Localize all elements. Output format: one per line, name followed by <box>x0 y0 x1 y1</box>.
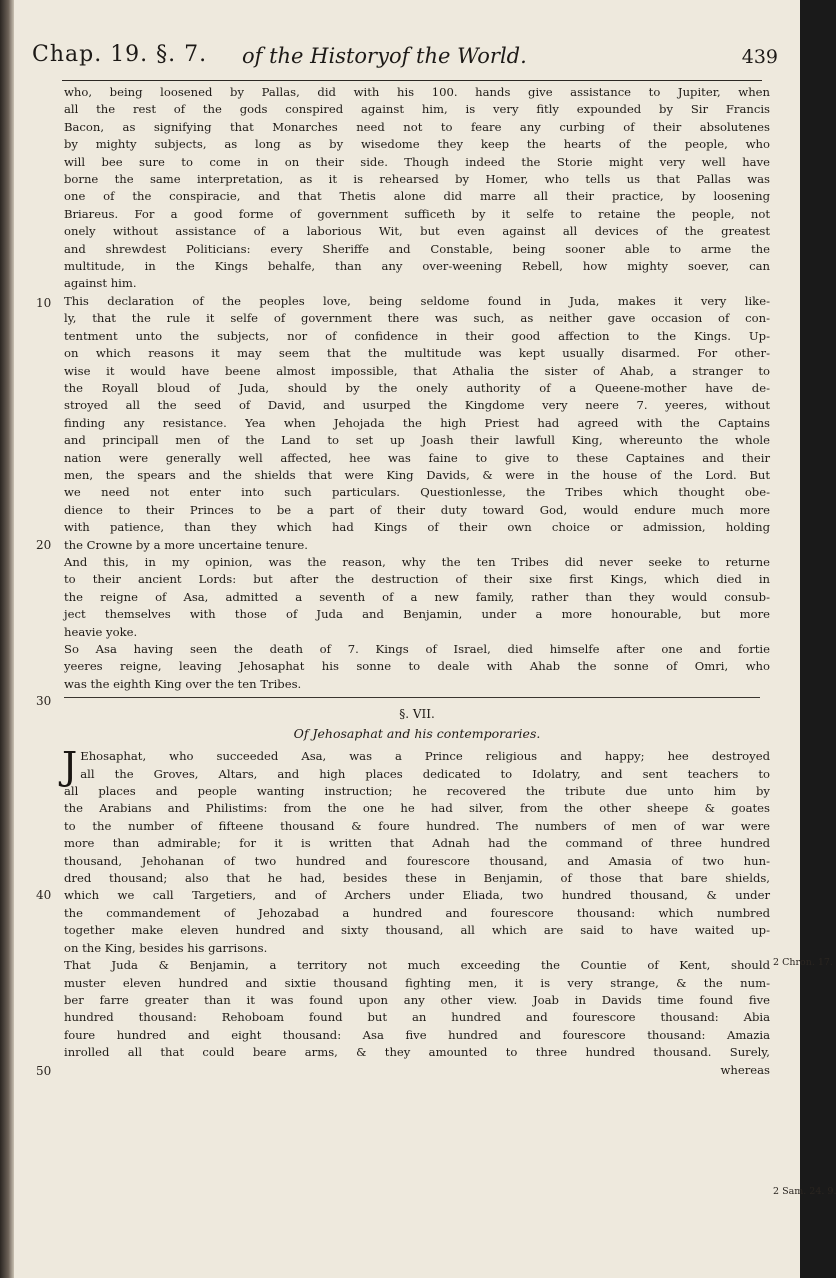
text-line: to their ancient Lords: but after the destruction of their sixe first Kings, which died in <box>64 572 770 587</box>
text-line: more than admirable; for it is written that Adnah had the command of three hundred <box>64 836 770 851</box>
paragraph-6 <box>64 957 770 1079</box>
line-number: 20 <box>36 538 52 552</box>
text-line: stroyed all the seed of David, and usurped the Kingdome very neere 7. yeeres, without <box>64 398 770 413</box>
text-line: the Crowne by a more uncertaine tenure. <box>64 537 308 552</box>
text-line: which we call Targetiers, and of Archers under Eliada, two hundred thousand, & under <box>64 888 770 903</box>
text-line: heavie yoke. <box>64 624 138 639</box>
text-line: nation were generally well affected, hee was faine to give to these Captaines and their <box>64 450 770 465</box>
text-line: was the eighth King over the ten Tribes. <box>64 676 302 691</box>
text-line: inrolled all that could beare arms, & they amounted to three hundred thousand. Surely, <box>64 1045 770 1060</box>
text-line: Briareus. For a good forme of government sufficeth by it selfe to retaine the people, not <box>64 206 770 221</box>
text-line: borne the same interpretation, as it is rehearsed by Homer, who tells us that Pallas was <box>64 172 770 187</box>
text-line: onely without assistance of a laborious Wit, but even against all devices of the greatest <box>64 224 770 239</box>
text-line: the Arabians and Philistims: from the one he had silver, from the other sheepe & goates <box>64 801 770 816</box>
text-line: to the number of fifteene thousand & foure hundred. The numbers of men of war were <box>64 818 770 833</box>
text-line: whereas <box>720 1062 770 1077</box>
text-line: and shrewdest Politicians: every Sheriffe and Constable, being sooner able to arme the <box>64 241 770 256</box>
text-line: the reigne of Asa, admitted a seventh of a new family, rather than they would consub- <box>64 589 770 604</box>
text-line: the commandement of Jehozabad a hundred and fourescore thousand: which numbred <box>64 905 770 920</box>
text-line: against him. <box>64 276 137 291</box>
text-line: finding any resistance. Yea when Jehojada the high Priest had agreed with the Captains <box>64 415 770 430</box>
text-line: Ehosaphat, who succeeded Asa, was a Prince religious and happy; hee destroyed <box>80 749 770 764</box>
text-line: all the Groves, Altars, and high places dedicated to Idolatry, and sent teachers to <box>80 766 770 781</box>
text-line: multitude, in the Kings behalfe, than any over-weening Rebell, how mighty soever, can <box>64 259 770 274</box>
text-line: thousand, Jehohanan of two hundred and fourescore thousand, and Amasia of two hun- <box>64 853 770 868</box>
margin-note: 2 Chron. 17. <box>773 957 833 968</box>
text-line: muster eleven hundred and sixtie thousand fighting men, it is very strange, & the num- <box>64 975 770 990</box>
section-number: §. VII. <box>399 707 435 722</box>
text-body <box>64 84 770 1079</box>
text-line: we need not enter into such particulars. Questionlesse, the Tribes which thought obe- <box>64 485 770 500</box>
paragraph-5 <box>62 744 770 957</box>
header-rule <box>62 80 762 81</box>
text-line: tentment unto the subjects, nor of confidence in their good affection to the Kings. Up- <box>64 328 770 343</box>
paragraph-1 <box>64 84 770 293</box>
chapter-marker: Chap. 19. §. 7. <box>32 42 208 67</box>
running-header <box>32 42 784 82</box>
text-line: who, being loosened by Pallas, did with his 100. hands give assistance to Jupiter, when <box>64 85 770 99</box>
text-line: all the rest of the gods conspired against him, is very fitly expounded by Sir Francis <box>64 102 770 117</box>
text-line: foure hundred and eight thousand: Asa five hundred and fourescore thousand: Amazia <box>64 1027 770 1042</box>
text-line: by mighty subjects, as long as by wisedome they keep the hearts of the people, who <box>64 137 770 152</box>
text-line: on which reasons it may seem that the multitude was kept usually disarmed. For other- <box>64 346 770 361</box>
text-line: dience to their Princes to be a part of their duty toward God, would endure much more <box>64 502 770 517</box>
running-title: of the Historyof the World. <box>242 44 527 68</box>
line-number: 40 <box>36 888 52 902</box>
text-line: will bee sure to come in on their side. Though indeed the Storie might very well have <box>64 154 770 169</box>
text-line: and principall men of the Land to set up Joash their lawfull King, whereunto the whole <box>64 433 770 448</box>
text-line: ber farre greater than it was found upon any other view. Joab in Davids time found five <box>64 992 770 1007</box>
text-line: together make eleven hundred and sixty thousand, all which are said to have waited up- <box>64 923 770 938</box>
text-line: hundred thousand: Rehoboam found but an hundred and fourescore thousand: Abia <box>64 1010 770 1025</box>
section-title: Of Jehosaphat and his contemporaries. <box>293 726 541 742</box>
line-number: 10 <box>36 296 52 310</box>
line-number: 30 <box>36 694 52 708</box>
text-line: on the King, besides his garrisons. <box>64 940 268 955</box>
text-line: yeeres reigne, leaving Jehosaphat his sonne to deale with Ahab the sonne of Omri, who <box>64 659 770 674</box>
text-line: the Royall bloud of Juda, should by the onely authority of a Queene-mother have de- <box>64 380 770 395</box>
text-line: ject themselves with those of Juda and Benjamin, under a more honourable, but more <box>64 607 770 622</box>
text-line: men, the spears and the shields that were King Davids, & were in the house of the Lord. But <box>64 467 770 482</box>
drop-cap: J <box>62 744 78 789</box>
text-line: with patience, than they which had Kings of their own choice or admission, holding <box>64 520 770 535</box>
text-line: ly, that the rule it selfe of government there was such, as neither gave occasion of con- <box>64 311 770 326</box>
text-line: So Asa having seen the death of 7. Kings of Israel, died himselfe after one and fortie <box>64 642 770 656</box>
text-line: This declaration of the peoples love, being seldome found in Juda, makes it very like- <box>64 293 770 308</box>
paragraph-3 <box>64 554 770 641</box>
line-number: 50 <box>36 1064 52 1078</box>
margin-note: 2 Sam. 24. 9. <box>773 1186 836 1197</box>
text-line: wise it would have beene almost impossible, that Athalia the sister of Ahab, a stranger to <box>64 363 770 378</box>
page-gutter <box>0 0 14 1278</box>
paragraph-2 <box>64 293 770 554</box>
text-line: Bacon, as signifying that Monarches need not to feare any curbing of their absolutenes <box>64 119 770 134</box>
text-line: That Juda & Benjamin, a territory not much exceeding the Countie of Kent, should <box>64 958 770 973</box>
text-line: one of the conspiracie, and that Thetis alone did marre all their practice, by loosening <box>64 189 770 204</box>
section-rule <box>64 697 760 698</box>
page-number: 439 <box>741 46 778 68</box>
text-line: all places and people wanting instruction; he recovered the tribute due unto him by <box>64 784 770 799</box>
text-line: dred thousand; also that he had, besides these in Benjamin, of those that bare shields, <box>64 871 770 886</box>
paragraph-4 <box>64 641 770 693</box>
text-line: And this, in my opinion, was the reason, why the ten Tribes did never seeke to returne <box>64 554 770 569</box>
